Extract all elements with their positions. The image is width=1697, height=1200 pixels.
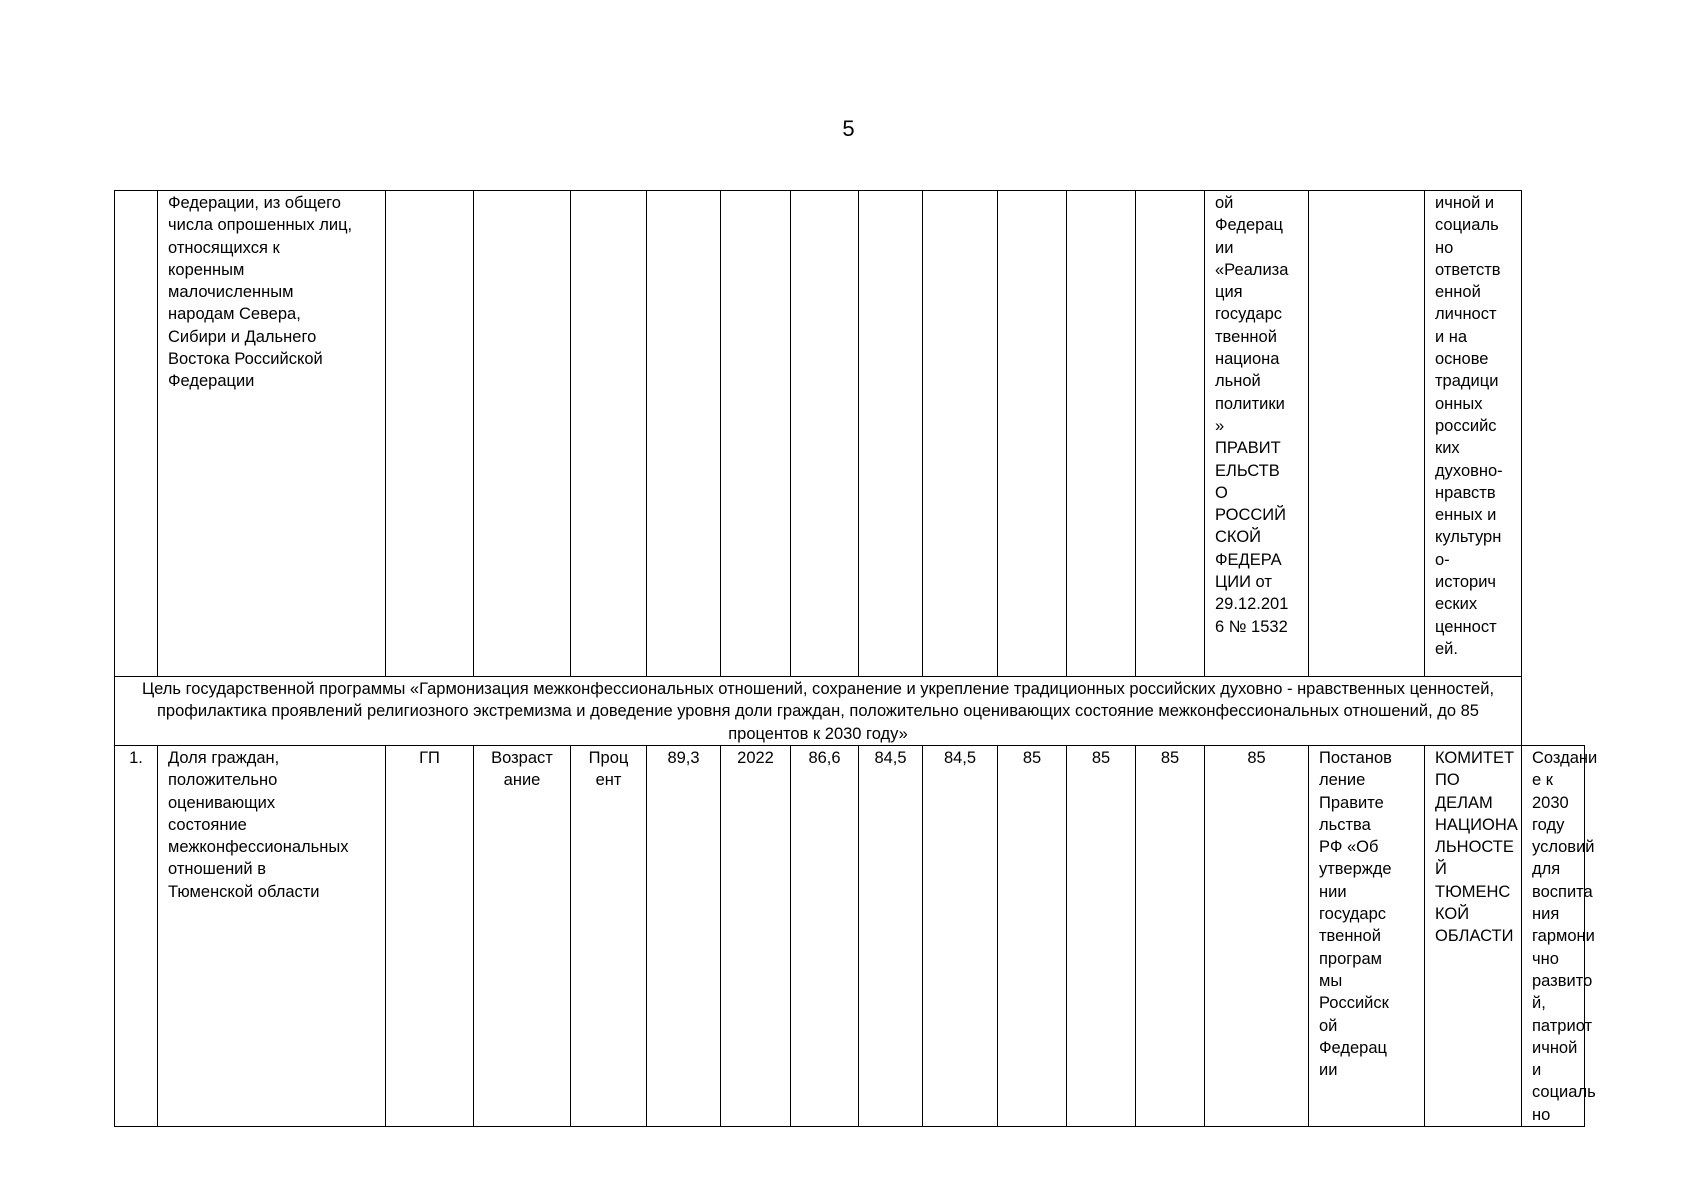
cell-value: 86,6 [791,746,859,1127]
cell-indicator: Доля граждан, положительно оценивающих состояние межконфессиональных отношений в Тюменской области [158,746,386,1127]
cell-base-value: 89,3 [647,746,721,1127]
cell-value [1067,191,1136,677]
cell-value [859,191,923,677]
cell-unit [571,191,647,677]
cell-value: 84,5 [859,746,923,1127]
cell-value: 84,5 [923,746,998,1127]
cell-base-value [647,191,721,677]
cell-responsible [1309,191,1425,677]
cell-document: Постанов ление Правите льства РФ «Об утвержде нии государс твенной програм мы Российск ой Федерац ии [1309,746,1425,1127]
table-row-goal [115,677,1585,746]
indicators-table [114,190,1598,1127]
cell-number: 1. [115,746,158,1127]
cell-base-year: 2022 [721,746,791,1127]
cell-value: 85 [1067,746,1136,1127]
cell-value: 85 [998,746,1067,1127]
cell-number [115,191,158,677]
cell-responsible: КОМИТЕТ ПО ДЕЛАМ НАЦИОНА ЛЬНОСТЕ Й ТЮМЕНС КОЙ ОБЛАСТИ [1425,746,1522,1127]
cell-indicator: Федерации, из общего числа опрошенных лиц, относящихся к коренным малочисленным народам Севера, Сибири и Дальнего Востока Российской Федерации [158,191,386,677]
cell-program-goal: Цель государственной программы «Гармонизация межконфессиональных отношений, сохранение и укрепление традиционных российских духовно - нравственных ценностей, профилактика проявлений религиозного экстремизма и доведение уровня доли граждан, положительно оценивающих состояние межконфессиональных отношений, до 85 процентов к 2030 году» [115,677,1522,746]
cell-result: ичной и социаль но ответств енной личност и на основе традици онных российс ких духовно- нравств енных и культурн о- историч еских ценност ей. [1425,191,1522,677]
cell-unit: Проц ент [571,746,647,1127]
cell-trend: Возраст ание [474,746,571,1127]
cell-value [791,191,859,677]
cell-value [998,191,1067,677]
page-number: 5 [842,116,855,141]
cell-trend [474,191,571,677]
cell-value: 85 [1136,746,1205,1127]
table-row-continuation [115,191,1585,677]
cell-value: 85 [1205,746,1309,1127]
cell-value [1136,191,1205,677]
cell-value [923,191,998,677]
cell-document: ой Федерац ии «Реализа ция государс твенной национа льной политики » ПРАВИТ ЕЛЬСТВ О РОССИЙ СКОЙ ФЕДЕРА ЦИИ от 29.12.201 6 № 1532 [1205,191,1309,677]
cell-result: Создани е к 2030 году условий для воспита ния гармони чно развито й, патриот ичной и социаль но [1522,746,1585,1127]
cell-level: ГП [386,746,474,1127]
table-row-indicator-1 [115,746,1585,1127]
cell-level [386,191,474,677]
cell-base-year [721,191,791,677]
